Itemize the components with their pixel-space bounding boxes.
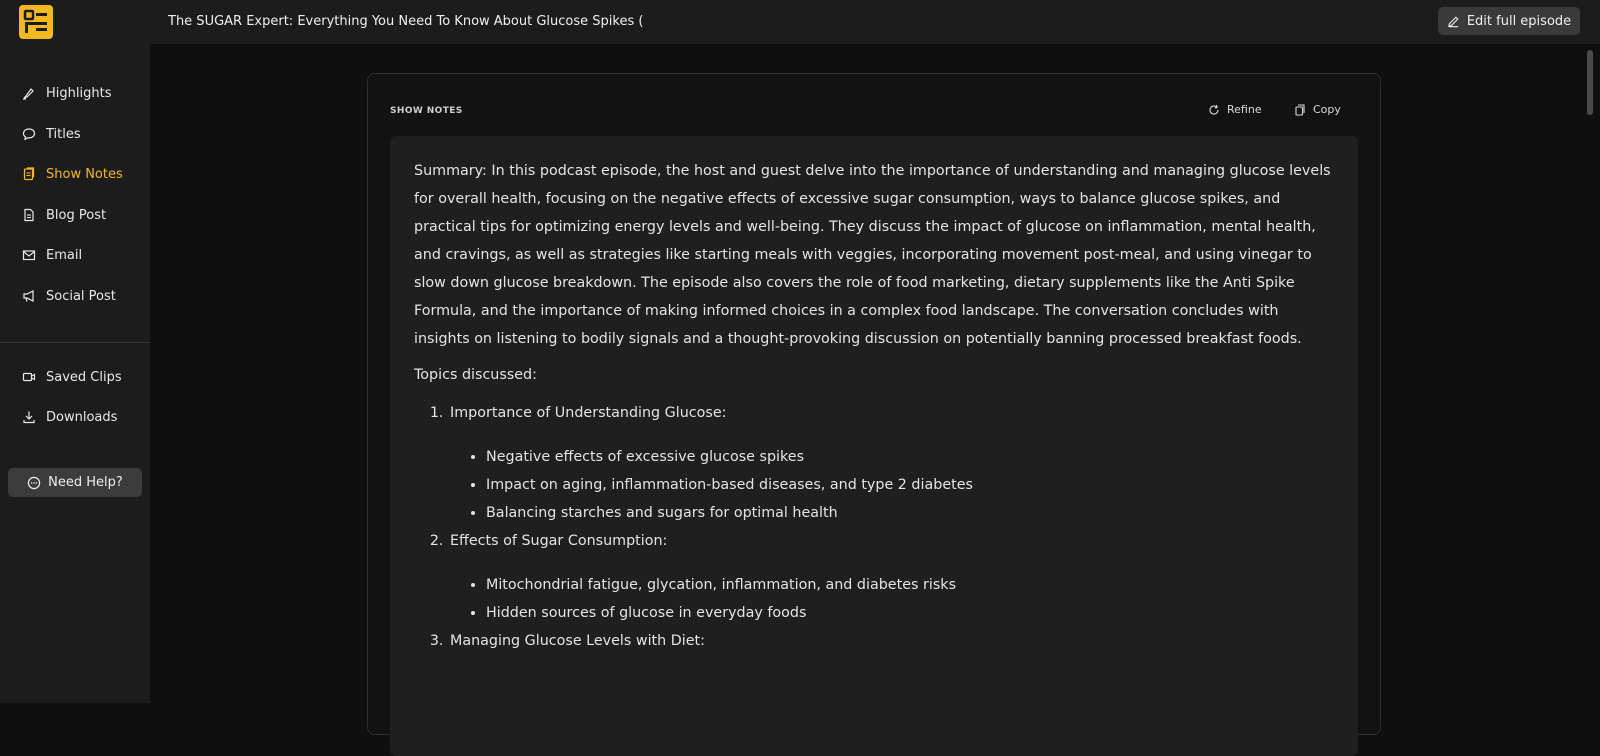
video-icon xyxy=(22,370,36,384)
sidebar-item-label: Email xyxy=(46,247,83,263)
sidebar-item-label: Titles xyxy=(46,126,81,142)
show-notes-card xyxy=(367,73,1381,735)
need-help-label: Need Help? xyxy=(48,475,123,490)
sidebar-item-titles[interactable] xyxy=(22,124,81,144)
pencil-icon xyxy=(1447,15,1460,28)
top-bar xyxy=(0,0,1600,44)
episode-title: The SUGAR Expert: Everything You Need To Know About Glucose Spikes ( xyxy=(168,14,644,29)
notes-icon xyxy=(22,167,36,181)
list-item: • Balancing starches and sugars for optimal health xyxy=(486,499,1334,527)
topic-title: Importance of Understanding Glucose: xyxy=(450,405,727,421)
sidebar-item-label: Highlights xyxy=(46,85,112,101)
document-icon xyxy=(22,208,36,222)
sidebar-divider xyxy=(0,342,150,343)
show-notes-content xyxy=(390,136,1358,756)
topic-points xyxy=(450,571,1334,627)
sidebar-item-social-post[interactable] xyxy=(22,286,116,306)
topics-list xyxy=(414,399,1334,655)
list-item: • Impact on aging, inflammation-based diseases, and type 2 diabetes xyxy=(486,471,1334,499)
topics-heading: Topics discussed: xyxy=(414,367,537,383)
refine-label: Refine xyxy=(1227,103,1262,116)
topic-points xyxy=(450,443,1334,527)
sidebar-item-show-notes[interactable] xyxy=(22,164,123,184)
edit-full-episode-label: Edit full episode xyxy=(1466,13,1572,29)
download-icon xyxy=(22,410,36,424)
sidebar-item-blog-post[interactable] xyxy=(22,205,106,225)
card-title: SHOW NOTES xyxy=(390,106,463,116)
topic-title: Effects of Sugar Consumption: xyxy=(450,533,668,549)
list-item: • Hidden sources of glucose in everyday foods xyxy=(486,599,1334,627)
app-logo[interactable] xyxy=(19,5,53,39)
sidebar-item-label: Blog Post xyxy=(46,207,107,223)
list-item xyxy=(448,627,1334,655)
copy-icon xyxy=(1294,104,1306,116)
mail-icon xyxy=(22,248,36,262)
sidebar-item-saved-clips[interactable] xyxy=(22,367,122,387)
sidebar-item-highlights[interactable] xyxy=(22,83,111,103)
copy-button[interactable] xyxy=(1294,103,1341,116)
edit-full-episode-button[interactable] xyxy=(1438,7,1580,35)
refine-button[interactable] xyxy=(1208,103,1262,116)
summary-paragraph: Summary: In this podcast episode, the host and guest delve into the importance of understanding and managing glucose levels for overall health, focusing on the negative effects of excessive sugar consumption, ways to balance glucose spikes, and practical tips for optimizing energy levels and well-being. They discuss the impact of glucose on inflammation, mental health, and cravings, as well as strategies like starting meals with veggies, incorporating movement post-meal, and using vinegar to slow down glucose breakdown. The episode also covers the role of food marketing, dietary supplements like the Anti Spike Formula, and the importance of making informed choices in a complex food landscape. The conversation concludes with insights on listening to bodily signals and a thought-provoking discussion on potentially banning processed breakfast foods. xyxy=(414,163,1331,347)
refresh-icon xyxy=(1208,104,1220,116)
scrollbar-thumb[interactable] xyxy=(1587,50,1593,115)
list-item: • Negative effects of excessive glucose spikes xyxy=(486,443,1334,471)
chat-bubble-icon xyxy=(22,127,36,141)
sidebar-item-label: Saved Clips xyxy=(46,369,122,385)
list-item xyxy=(448,399,1334,527)
sidebar-item-label: Downloads xyxy=(46,409,118,425)
highlighter-icon xyxy=(22,86,36,100)
topic-title: Managing Glucose Levels with Diet: xyxy=(450,633,705,649)
copy-label: Copy xyxy=(1313,103,1341,116)
need-help-button[interactable] xyxy=(8,468,142,497)
chat-dots-icon xyxy=(27,476,41,490)
scrollbar[interactable] xyxy=(1584,44,1600,703)
sidebar-item-label: Show Notes xyxy=(46,166,123,182)
sidebar xyxy=(0,44,150,703)
sidebar-item-downloads[interactable] xyxy=(22,407,117,427)
megaphone-icon xyxy=(22,289,36,303)
sidebar-item-email[interactable] xyxy=(22,245,82,265)
sidebar-item-label: Social Post xyxy=(46,288,116,304)
list-item xyxy=(448,527,1334,627)
list-item: • Mitochondrial fatigue, glycation, inflammation, and diabetes risks xyxy=(486,571,1334,599)
